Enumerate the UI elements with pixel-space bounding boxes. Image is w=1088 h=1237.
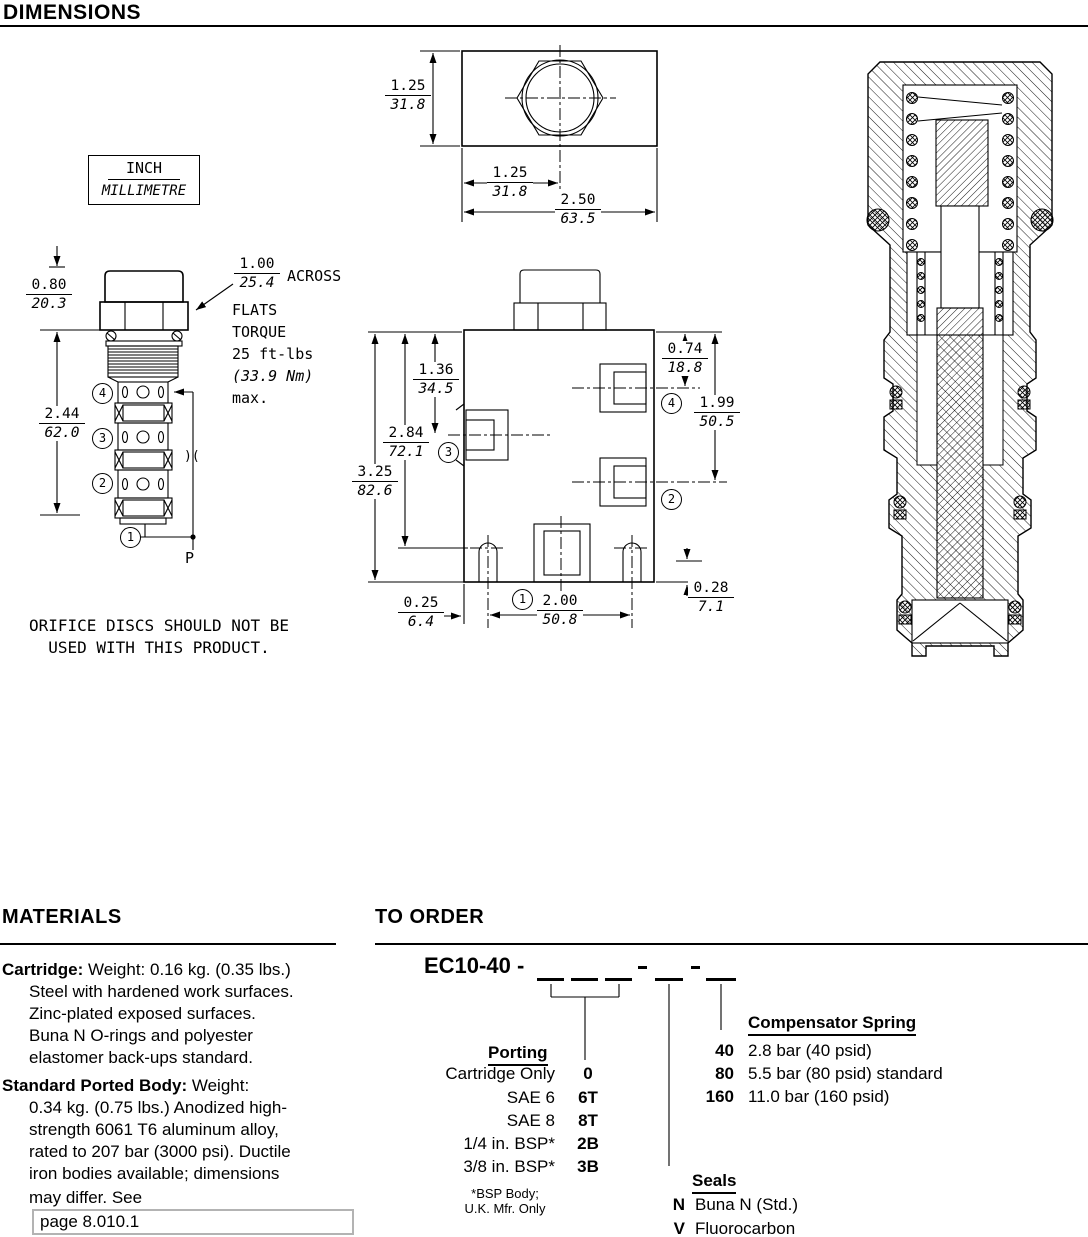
spring-option-label: 11.0 bar (160 psid) [748, 1087, 890, 1106]
body-callout-4: 4 [661, 393, 682, 414]
page-reference-link[interactable]: page 8.010.1 [32, 1209, 354, 1235]
ported-body-label: Standard Ported Body: [2, 1076, 188, 1095]
body-callout-3: 3 [438, 442, 459, 463]
dim-port4-depth: 0.74 18.8 [662, 341, 708, 376]
cartridge-line: Steel with hardened work surfaces. [29, 982, 294, 1001]
orifice-symbol: )( [184, 449, 200, 464]
port-callout-4: 4 [92, 383, 113, 404]
porting-option-label: SAE 6 [506, 1088, 555, 1107]
body-line: strength 6061 T6 aluminum alloy, [29, 1120, 279, 1139]
dim-port2-depth: 1.99 50.5 [694, 395, 740, 430]
seals-heading: Seals [692, 1171, 736, 1194]
dim-body-height: 3.25 82.6 [352, 464, 398, 499]
dim-base-offset: 0.28 7.1 [688, 580, 734, 615]
units-inch-label: INCH [108, 159, 180, 180]
dim-topview-half: 1.25 31.8 [487, 165, 533, 200]
body-callout-1: 1 [512, 589, 533, 610]
seal-option-code: N [672, 1195, 685, 1214]
top-view [420, 45, 657, 222]
port-callout-3: 3 [92, 428, 113, 449]
cross-section-view [867, 62, 1053, 656]
seal-option-code: V [673, 1219, 685, 1237]
porting-option-code: 3B [577, 1157, 599, 1176]
model-code-prefix: EC10-40 - [424, 953, 525, 978]
ported-body-intro: Weight: [187, 1076, 250, 1095]
cartridge-line: Zinc-plated exposed surfaces. [29, 1004, 256, 1023]
spring-option-label: 5.5 bar (80 psid) standard [748, 1064, 943, 1083]
dim-head-height: 0.80 20.3 [26, 277, 72, 312]
dim-topview-width: 2.50 63.5 [555, 192, 601, 227]
seal-option-label: Fluorocarbon [695, 1219, 796, 1237]
torque-note: FLATS TORQUE 25 ft-lbs (33.9 Nm) max. [232, 301, 314, 407]
dim-across-flats: 1.00 25.4 [234, 256, 280, 291]
porting-option-code: 8T [578, 1111, 598, 1130]
to-order-title: TO ORDER [375, 906, 485, 928]
seal-option-label: Buna N (Std.) [695, 1195, 798, 1214]
port-callout-1: 1 [120, 527, 141, 548]
porting-option-label: Cartridge Only [445, 1064, 555, 1083]
porting-heading: Porting [488, 1043, 548, 1066]
body-line: rated to 207 bar (3000 psi). Ductile [29, 1142, 291, 1161]
bsp-footnote: *BSP Body; U.K. Mfr. Only [464, 1186, 546, 1216]
spring-option-code: 80 [715, 1064, 734, 1083]
porting-option-code: 0 [583, 1064, 593, 1083]
cartridge-line: elastomer back-ups standard. [29, 1048, 253, 1067]
page-title: DIMENSIONS [3, 1, 142, 24]
units-mm-label: MILLIMETRE [101, 183, 187, 199]
materials-title: MATERIALS [2, 906, 122, 928]
dim-hole-depth: 2.84 72.1 [383, 425, 429, 460]
cartridge-intro: Weight: 0.16 kg. (0.35 lbs.) [83, 960, 291, 979]
porting-option-code: 2B [577, 1134, 599, 1153]
body-line: iron bodies available; dimensions [29, 1164, 280, 1183]
units-legend-box [88, 155, 200, 205]
body-last-prefix: may differ. See [29, 1188, 143, 1207]
dim-port3-depth: 1.36 34.5 [413, 362, 459, 397]
porting-option-label: 1/4 in. BSP* [463, 1134, 555, 1153]
port-p-label: P [185, 549, 195, 567]
body-callout-2: 2 [661, 489, 682, 510]
dim-topview-height: 1.25 31.8 [385, 78, 431, 113]
cartridge-label: Cartridge: [2, 960, 84, 979]
porting-option-label: 3/8 in. BSP* [463, 1157, 555, 1176]
cartridge-line: Buna N O-rings and polyester [29, 1026, 253, 1045]
porting-option-label: SAE 8 [506, 1111, 555, 1130]
dim-hole-spacing: 2.00 50.8 [537, 593, 583, 628]
orifice-warning-note: ORIFICE DISCS SHOULD NOT BE USED WITH THIS PRODUCT. [28, 616, 290, 657]
body-line: 0.34 kg. (0.75 lbs.) Anodized high- [29, 1098, 287, 1117]
dim-edge-offset: 0.25 6.4 [398, 595, 444, 630]
spring-option-code: 40 [715, 1041, 734, 1060]
port-callout-2: 2 [92, 473, 113, 494]
dim-body-length: 2.44 62.0 [39, 406, 85, 441]
spring-heading: Compensator Spring [748, 1013, 916, 1036]
porting-option-code: 6T [578, 1088, 598, 1107]
spring-option-code: 160 [705, 1087, 734, 1106]
spring-option-label: 2.8 bar (40 psid) [748, 1041, 872, 1060]
across-label: ACROSS [287, 267, 342, 285]
